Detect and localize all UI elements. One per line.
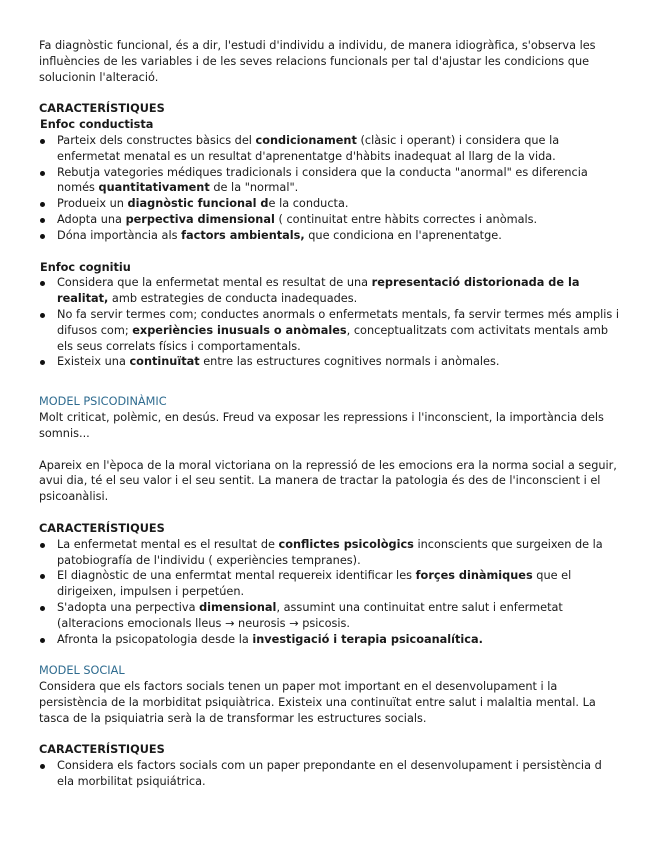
list-item: Considera que la enfermetat mental es resultat de una representació distorionada de la realitat, amb estrategies de conducta inadequades. [39, 275, 619, 307]
list-item: Produeix un diagnòstic funcional de la conducta. [39, 196, 619, 212]
list-item: La enfermetat mental es el resultat de conflictes psicològics inconscients que surgeixen de la patobiografía de l'individu ( experiències tempranes). [39, 537, 619, 569]
social-model-title: MODEL SOCIAL [39, 664, 125, 678]
list-item: S'adopta una perpectiva dimensional, assumint una continuitat entre salut i enfermetat (alteracions emocionals lleus → neurosis → psicosis. [39, 600, 619, 632]
list-item: Rebutja vategories médiques tradicionals i considera que la conducta "anormal" es diferencia només quantitativament de la "normal". [39, 165, 619, 197]
psychodynamic-list [39, 537, 619, 648]
list-item: Adopta una perpectiva dimensional ( continuitat entre hàbits correctes i anòmals. [39, 212, 619, 228]
characteristics-heading: CARACTERÍSTIQUES [39, 102, 165, 116]
list-item: Existeix una continuïtat entre las estructures cognitives normals i anòmales. [39, 354, 619, 370]
list-item: Afronta la psicopatologia desde la investigació i terapia psicoanalítica. [39, 632, 619, 648]
intro-paragraph: Fa diagnòstic funcional, és a dir, l'estudi d'individu a individu, de manera idiogràfica, s'observa les influències de les variables i de les seves relacions funcionals per tal d'ajustar les condicions que solucionin l'alteració. [39, 39, 596, 84]
list-item: Considera els factors socials com un paper prepondante en el desenvolupament i persistència d ela morbilitat psiquiátrica. [39, 758, 619, 790]
cognitive-approach-heading: Enfoc cognitiu [40, 260, 131, 274]
psychodynamic-paragraph-1: Molt criticat, polèmic, en desús. Freud va exposar les repressions i l'inconscient, la importància dels somnis... [39, 410, 604, 440]
social-list [39, 758, 619, 790]
social-paragraph: Considera que els factors socials tenen un paper mot important en el desenvolupament i la persistència de la morbiditat psiquiàtrica. Existeix una continuïtat entre salut i malaltia mental. La tasca de la psiquiatria serà la de transformar les estructures socials. [39, 680, 596, 725]
list-item: El diagnòstic de una enfermtat mental requereix identificar les forçes dinàmiques que el dirigeixen, impulsen i perpetúen. [39, 568, 619, 600]
psychodynamic-paragraph-2: Apareix en l'època de la moral victoriana on la repressió de les emocions era la norma social a seguir, avui dia, té el seu valor i el seu sentit. La manera de tractar la patologia és des de l'inconscient i el psicoanàlisi. [39, 458, 617, 504]
document-body [39, 38, 619, 790]
psychodynamic-characteristics-heading: CARACTERÍSTIQUES [39, 521, 165, 535]
list-item: Parteix dels constructes bàsics del condicionament (clàsic i operant) i considera que la enfermetat menatal es un resultat d'aprenentatge d'hàbits inadequat al llarg de la vida. [39, 133, 619, 165]
behavioral-list [39, 133, 619, 244]
social-characteristics-heading: CARACTERÍSTIQUES [39, 743, 165, 757]
behavioral-approach-heading: Enfoc conductista [40, 118, 154, 132]
psychodynamic-model-title: MODEL PSICODINÀMIC [39, 395, 167, 409]
list-item: Dóna importància als factors ambientals, que condiciona en l'aprenentatge. [39, 228, 619, 244]
cognitive-list [39, 275, 619, 370]
list-item: No fa servir termes com; conductes anormals o enfermetats mentals, fa servir termes més amplis i difusos com; experiències inusuals o anòmales, conceptualitzats com activitats mentals amb els seus correlats físics i comportamentals. [39, 307, 619, 354]
